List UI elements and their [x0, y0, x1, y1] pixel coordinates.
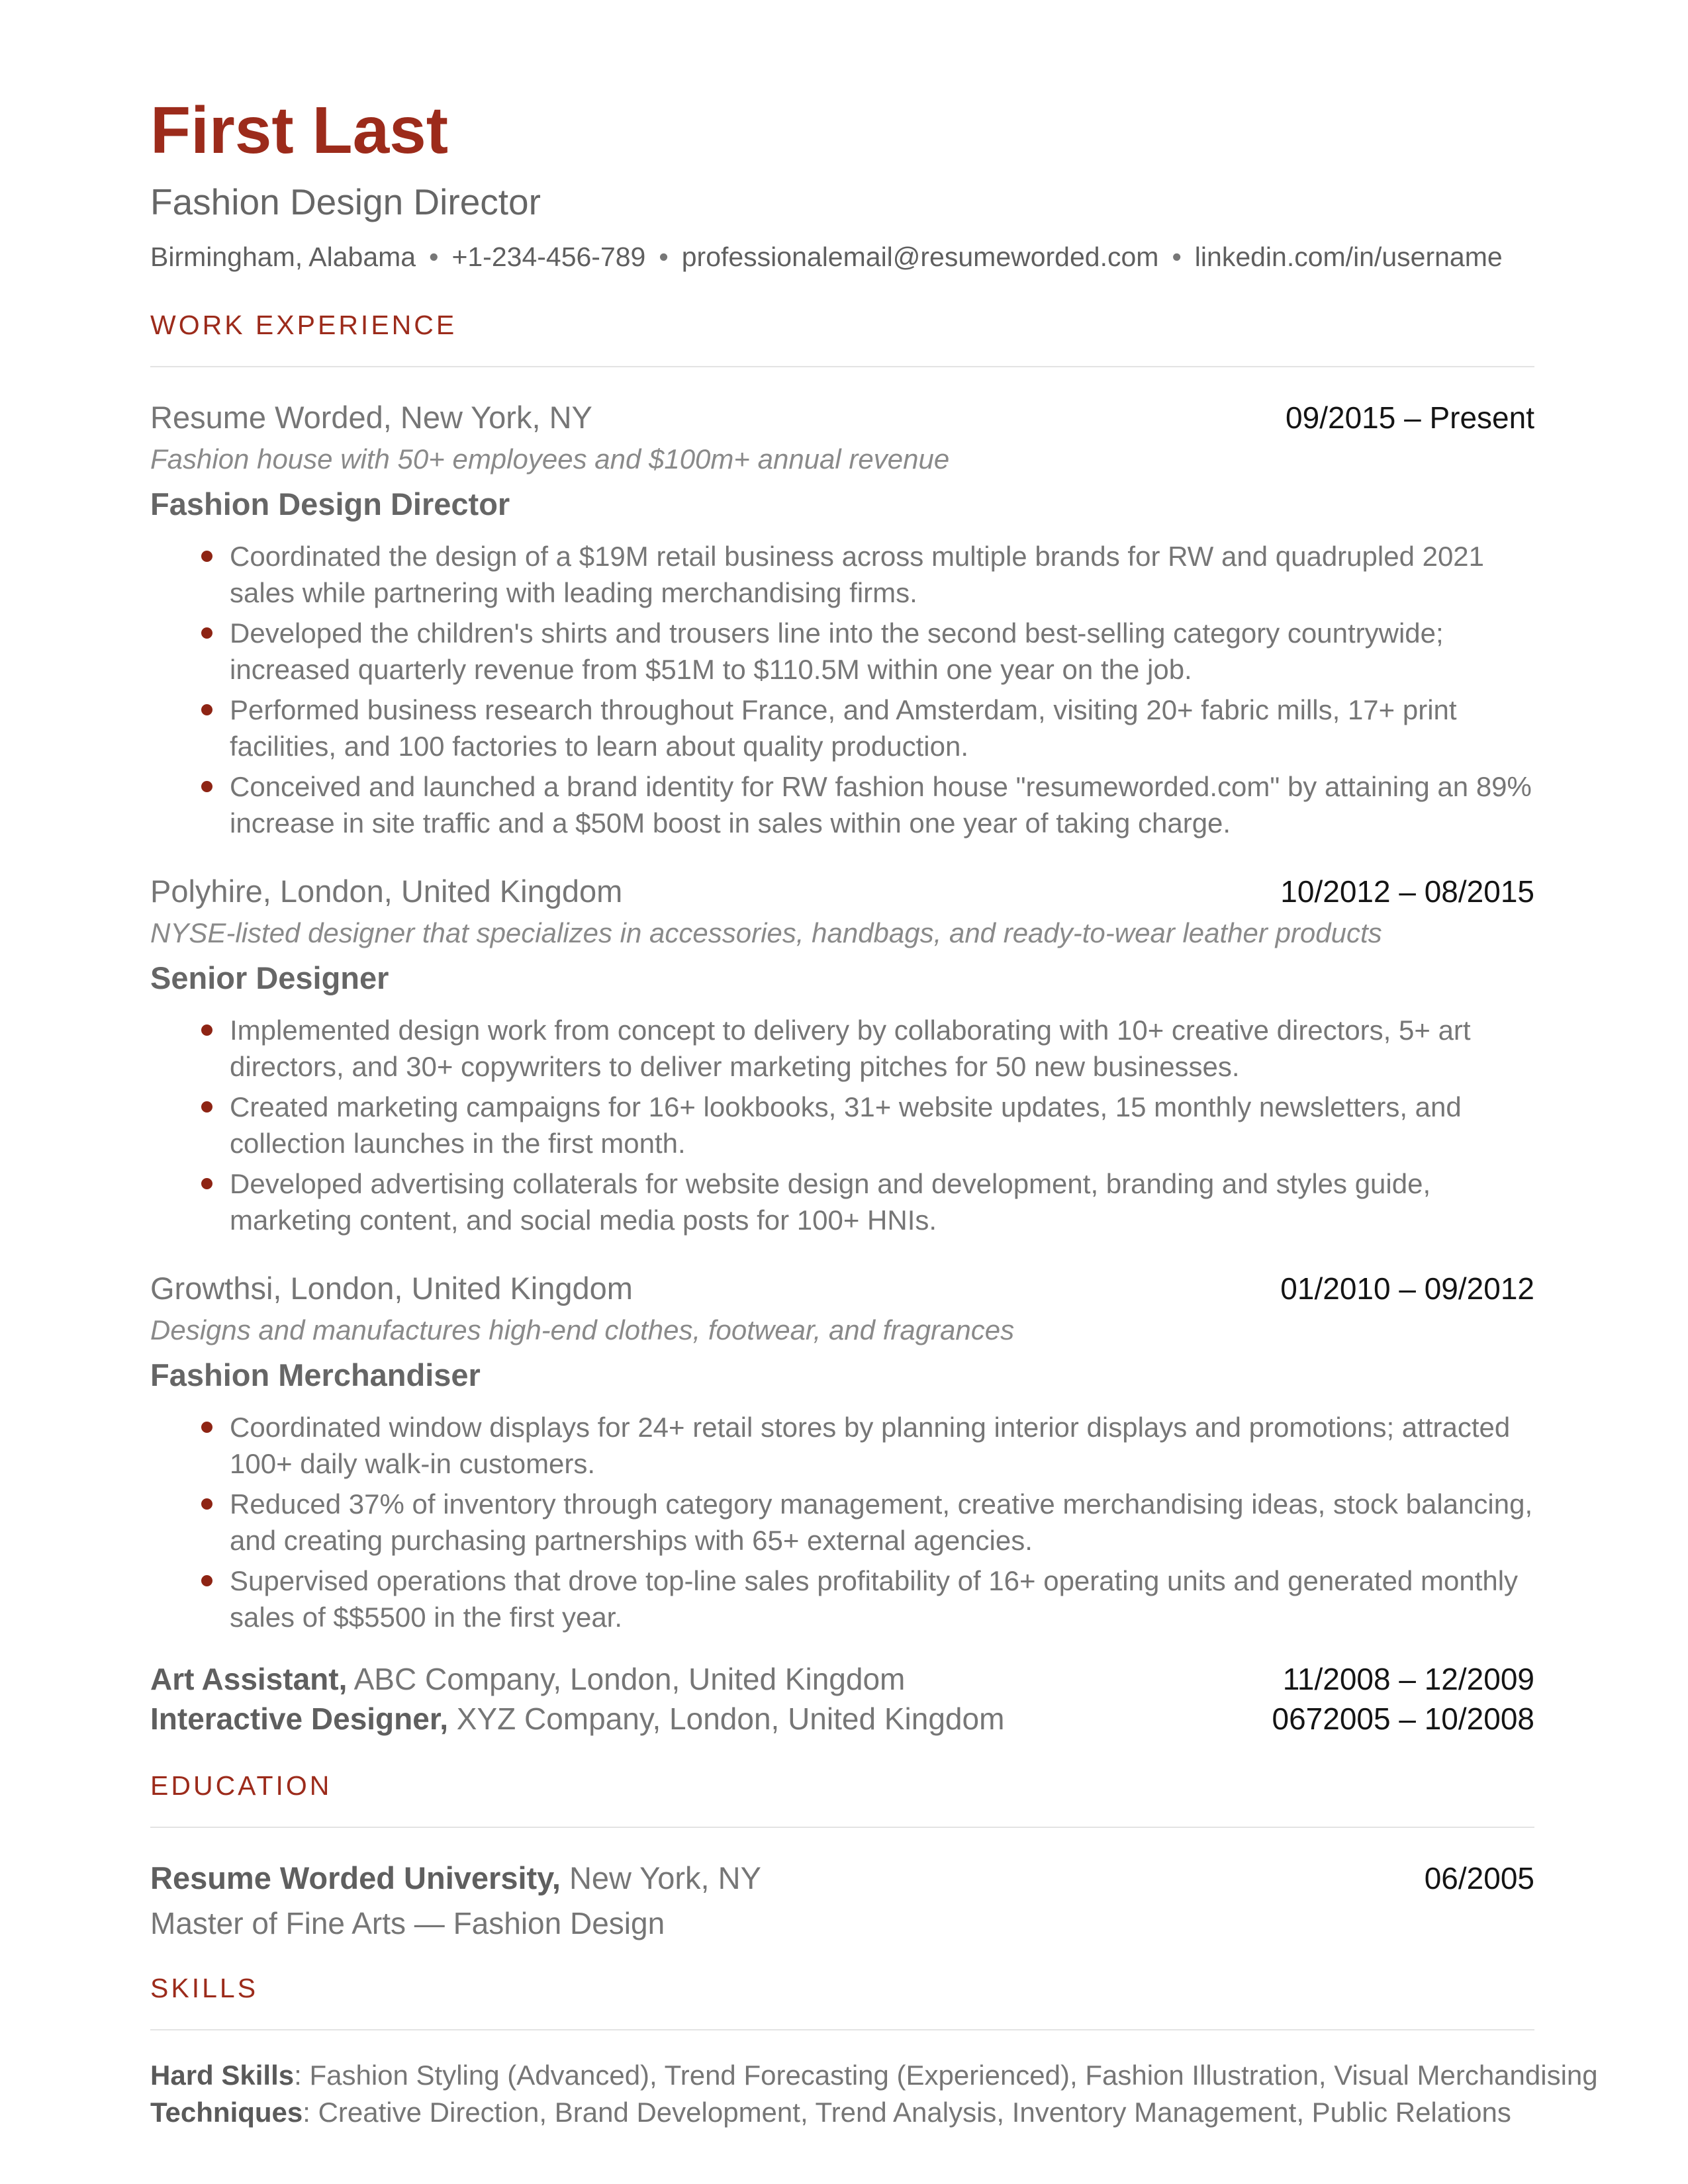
job-header-row [150, 873, 1534, 909]
job-dates: 09/2015 – Present [1286, 400, 1534, 435]
contact-phone: +1-234-456-789 [451, 242, 646, 272]
person-title: Fashion Design Director [150, 181, 541, 222]
company-name: Polyhire, London, United Kingdom [150, 874, 623, 909]
bullet-item: Performed business research throughout France, and Amsterdam, visiting 20+ fabric mills, 17+ print facilities, and 100 factories to learn about quality production. [150, 692, 1534, 764]
bullet-list [150, 1409, 1534, 1635]
section-heading-work-experience: WORK EXPERIENCE [150, 310, 457, 340]
section-heading-skills: SKILLS [150, 1973, 259, 2003]
skills-values: : Creative Direction, Brand Development, Trend Analysis, Inventory Management, Public Relations [303, 2097, 1511, 2128]
contact-email: professionalemail@resumeworded.com [681, 242, 1159, 272]
contact-separator: • [659, 242, 669, 272]
job-header-row [150, 399, 1534, 435]
contact-separator: • [1172, 242, 1182, 272]
job-title: Fashion Design Director [150, 486, 510, 522]
job-title: Fashion Merchandiser [150, 1357, 481, 1392]
company-tagline: Designs and manufactures high-end clothes, footwear, and fragrances [150, 1314, 1015, 1345]
bullet-item: Conceived and launched a brand identity for RW fashion house "resumeworded.com" by attaining an 89% increase in site traffic and a $50M boost in sales within one year of taking charge. [150, 768, 1534, 841]
school-location: New York, NY [560, 1860, 761, 1895]
earlier-role-row [150, 1699, 1534, 1739]
bullet-list [150, 538, 1534, 841]
company-name: Growthsi, London, United Kingdom [150, 1271, 633, 1306]
company-tagline: Fashion house with 50+ employees and $100m+ annual revenue [150, 443, 950, 475]
section-divider [150, 366, 1534, 367]
contact-line [150, 242, 1534, 273]
role-dates: 11/2008 – 12/2009 [1282, 1662, 1534, 1696]
role-dates: 0672005 – 10/2008 [1272, 1702, 1534, 1736]
skills-values: : Fashion Styling (Advanced), Trend Forecasting (Experienced), Fashion Illustration, Visual Merchandising [294, 2060, 1598, 2091]
job-title: Senior Designer [150, 960, 389, 995]
company-tagline: NYSE-listed designer that specializes in accessories, handbags, and ready-to-wear leather products [150, 917, 1382, 948]
bullet-item: Coordinated the design of a $19M retail business across multiple brands for RW and quadrupled 2021 sales while partnering with leading merchandising firms. [150, 538, 1534, 611]
job-entry-polyhire [150, 873, 1534, 1238]
bullet-item: Developed the children's shirts and trousers line into the second best-selling category countrywide; increased quarterly revenue from $51M to $110.5M within one year on the job. [150, 615, 1534, 688]
job-entry-growthsi [150, 1270, 1534, 1635]
job-dates: 01/2010 – 09/2012 [1280, 1271, 1534, 1306]
job-entry-resume-worded [150, 399, 1534, 841]
role-company: ABC Company, London, United Kingdom [347, 1662, 906, 1696]
section-divider [150, 2029, 1534, 2030]
education-entry [150, 1860, 1534, 1941]
person-name: First Last [150, 93, 449, 167]
skills-label: Hard Skills [150, 2060, 295, 2091]
earlier-role-row [150, 1659, 1534, 1699]
resume-header [150, 93, 1534, 273]
role-title-company [150, 1659, 905, 1699]
section-divider [150, 1827, 1534, 1828]
bullet-item: Supervised operations that drove top-line sales profitability of 16+ operating units and generated monthly sales of $$5500 in the first year. [150, 1563, 1534, 1635]
skills-label: Techniques [150, 2097, 303, 2128]
role-company: XYZ Company, London, United Kingdom [447, 1702, 1005, 1736]
contact-separator: • [429, 242, 439, 272]
school-name [150, 1860, 761, 1896]
education-dates: 06/2005 [1424, 1861, 1534, 1895]
school-name-bold: Resume Worded University, [150, 1860, 561, 1895]
job-header-row [150, 1270, 1534, 1306]
skills-line-techniques [150, 2094, 1534, 2131]
bullet-item: Developed advertising collaterals for website design and development, branding and styles guide, marketing content, and social media posts for 100+ HNIs. [150, 1165, 1534, 1238]
earlier-roles [150, 1659, 1534, 1739]
contact-location: Birmingham, Alabama [150, 242, 416, 272]
role-title: Interactive Designer, [150, 1702, 448, 1736]
bullet-item: Implemented design work from concept to delivery by collaborating with 10+ creative directors, 5+ art directors, and 30+ copywriters to deliver marketing pitches for 50 new businesses. [150, 1012, 1534, 1085]
bullet-item: Created marketing campaigns for 16+ lookbooks, 31+ website updates, 15 monthly newsletters, and collection launches in the first month. [150, 1089, 1534, 1161]
bullet-item: Reduced 37% of inventory through category management, creative merchandising ideas, stock balancing, and creating purchasing partnerships with 65+ external agencies. [150, 1486, 1534, 1559]
bullet-list [150, 1012, 1534, 1238]
skills-line-hard-skills [150, 2057, 1598, 2094]
role-title-company [150, 1699, 1004, 1739]
education-header-row [150, 1860, 1534, 1896]
bullet-item: Coordinated window displays for 24+ retail stores by planning interior displays and promotions; attracted 100+ daily walk-in customers. [150, 1409, 1534, 1482]
section-heading-education: EDUCATION [150, 1770, 332, 1801]
contact-linkedin: linkedin.com/in/username [1194, 242, 1503, 272]
degree: Master of Fine Arts — Fashion Design [150, 1906, 665, 1940]
job-dates: 10/2012 – 08/2015 [1280, 874, 1534, 909]
company-name: Resume Worded, New York, NY [150, 400, 592, 435]
skills-block [150, 2057, 1598, 2131]
role-title: Art Assistant, [150, 1662, 348, 1696]
